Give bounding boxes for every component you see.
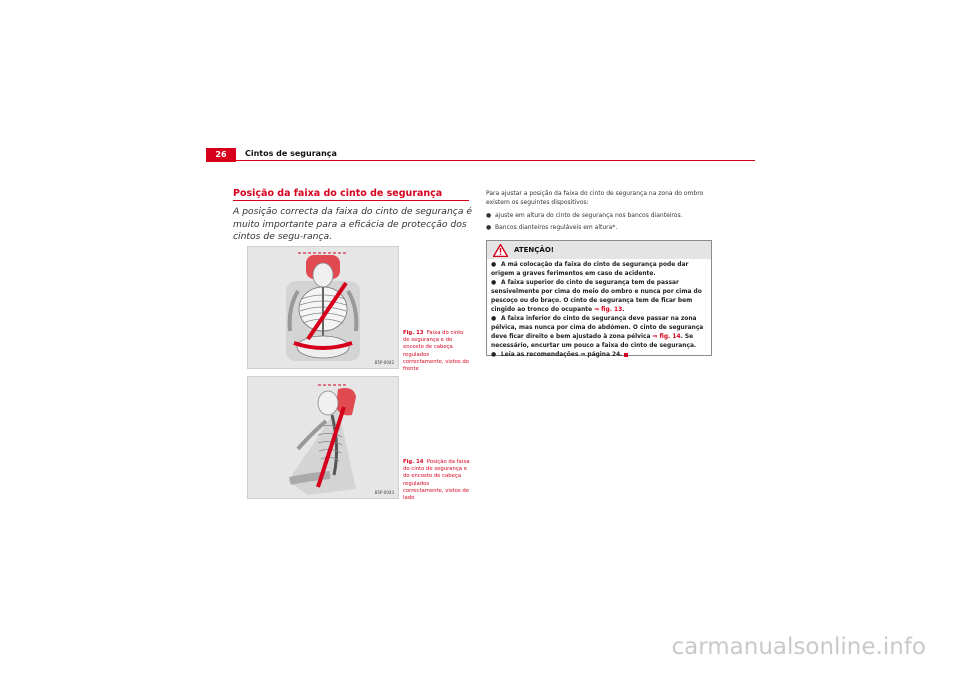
figure-14-side-view xyxy=(247,376,399,499)
header-divider xyxy=(206,160,755,161)
warning-item: ● Leia as recomendações ⇒ página 24. xyxy=(491,351,707,360)
section-lead: A posição correcta da faixa do cinto de segurança é muito importante para a eficácia de protecção dos cintos de segu-rança. xyxy=(233,206,473,242)
warning-box xyxy=(486,240,712,356)
warning-item: ● A faixa superior do cinto de segurança tem de passar sensivelmente por cima do meio do ombro e nunca por cima do pescoço ou do braço. O cinto de segurança tem de ficar bem cingido ao tronco do ocupante ⇒ fig. 13. xyxy=(491,280,702,313)
figure-code: B5P-0043 xyxy=(374,490,394,495)
body-intro: Para ajustar a posição da faixa do cinto de segurança na zona do ombro existem os seguintes dispositivos: xyxy=(486,190,704,206)
figure-13-caption: Fig. 13 Faixa do cinto de segurança e do encosto de cabeça regulados correctamente, vistos de frente xyxy=(403,330,470,373)
section-end-marker xyxy=(624,353,628,357)
body-bullet: ● ajuste em altura do cinto de segurança nos bancos dianteiros. xyxy=(486,212,683,219)
warning-title: ATENÇÃO! xyxy=(514,246,554,254)
fig-13-link[interactable]: ⇒ fig. 13 xyxy=(594,307,623,313)
skeleton-side-illustration xyxy=(248,377,398,498)
figure-13-front-view xyxy=(247,246,399,369)
watermark: carmanualsonline.info xyxy=(671,634,926,660)
section-divider xyxy=(233,200,469,201)
warning-item: ● A faixa inferior do cinto de segurança deve passar na zona pélvica, mas nunca por cima do abdómen. O cinto de segurança deve ficar direito e bem ajustado à zona pélvica ⇒ fig. 14. Se necessário, encurtar um pouco a faixa do cinto de segurança. xyxy=(491,316,704,349)
body-bullet: ● Bancos dianteiros reguláveis em altura*. xyxy=(486,224,618,231)
page-number: 26 xyxy=(206,148,236,162)
warning-triangle-icon xyxy=(493,244,508,257)
fig-14-link[interactable]: ⇒ fig. 14 xyxy=(652,334,681,340)
header-title: Cintos de segurança xyxy=(245,149,337,158)
warning-header xyxy=(487,241,711,259)
figure-14-caption: Fig. 14 Posição da faixa do cinto de segurança e do encosto de cabeça regulados correctamente, vistos de lado xyxy=(403,459,470,502)
skeleton-front-illustration xyxy=(248,247,398,368)
section-title: Posição da faixa do cinto de segurança xyxy=(233,188,443,199)
figure-code: B5P-0042 xyxy=(374,360,394,365)
warning-item: ● A má colocação da faixa do cinto de segurança pode dar origem a graves ferimentos em caso de acidente. xyxy=(491,262,689,277)
